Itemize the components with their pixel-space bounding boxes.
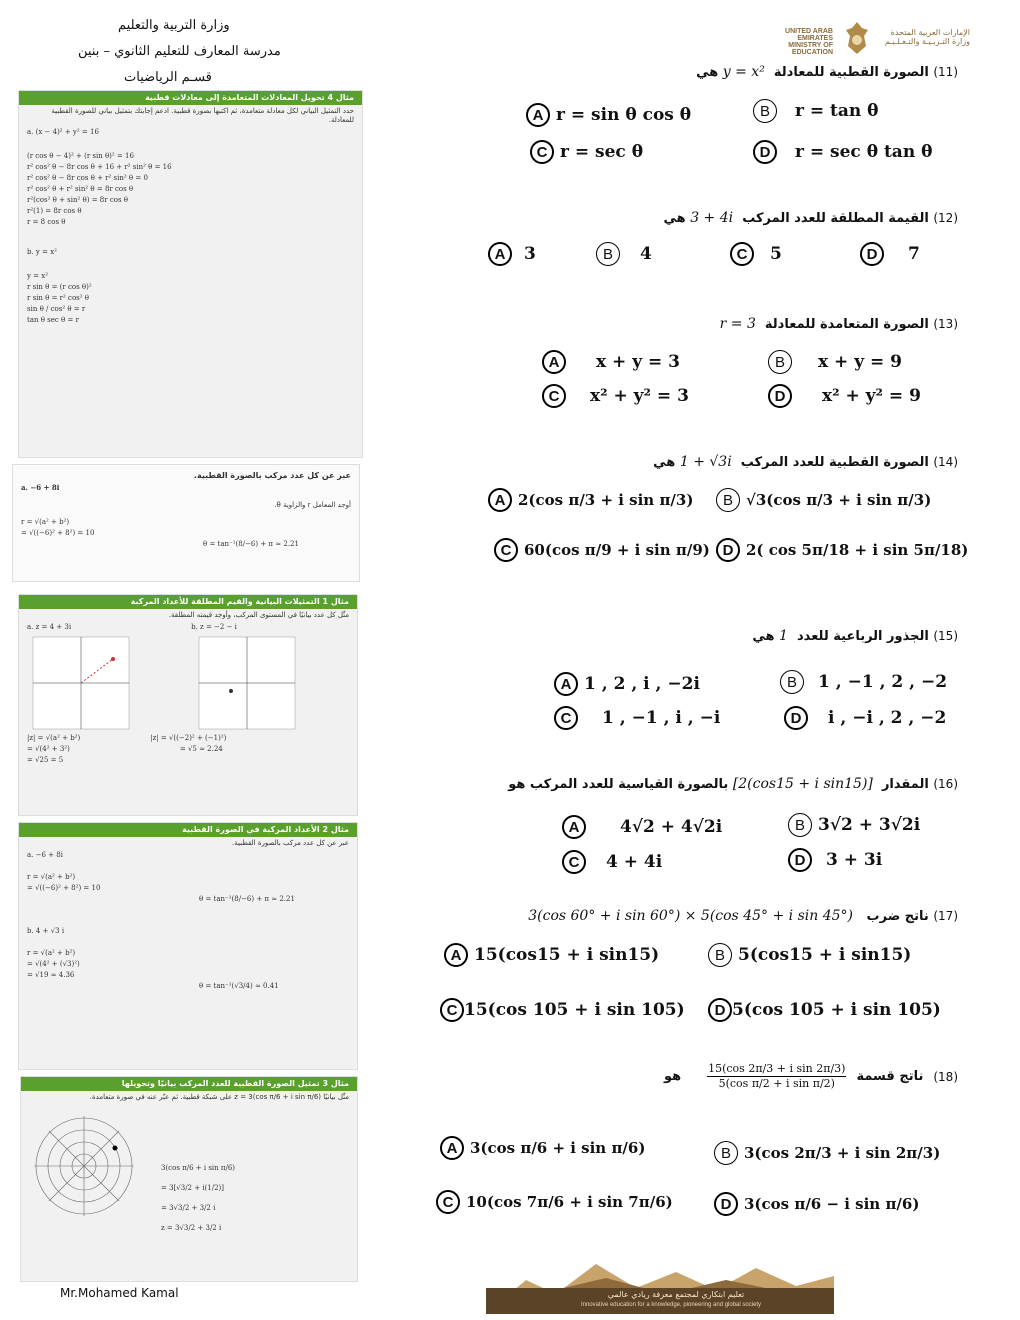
option-bubble[interactable]: B [708, 943, 732, 967]
option-text: 5(cos15 + i sin15) [738, 945, 912, 965]
logo-ar-line1: الإمارات العربية المتحدة [890, 28, 970, 37]
panel-line [19, 744, 357, 755]
option-text: r = sec θ tan θ [795, 142, 933, 162]
banner-text-en: Innovative education for a knowledge, pioneering and global society [580, 1302, 762, 1308]
panel-line: a. −6 + 8i [27, 851, 63, 859]
option-bubble[interactable]: A [526, 103, 550, 127]
question-tail: هي [696, 65, 719, 80]
option-text: 15(cos 105 + i sin 105) [464, 1000, 685, 1020]
q12-option-b[interactable] [596, 242, 652, 266]
question-11-stem [696, 64, 958, 80]
panel-line: tan θ sec θ = r [27, 316, 79, 324]
option-bubble[interactable]: A [488, 488, 512, 512]
panel-line: b. y = x² [27, 248, 57, 256]
option-text: 3 + 3i [826, 850, 883, 870]
option-bubble[interactable]: B [714, 1141, 738, 1165]
panel-line: عبر عن كل عدد مركب بالصورة القطبية. [232, 839, 349, 847]
option-bubble[interactable]: B [753, 99, 777, 123]
option-bubble[interactable]: B [768, 350, 792, 374]
panel-line: (r cos θ − 4)² + (r sin θ)² = 16 [27, 152, 134, 160]
option-bubble[interactable]: D [716, 538, 740, 562]
question-number: (18) [933, 1069, 958, 1084]
question-math: 3(cos 60° + i sin 60°) × 5(cos 45° + i sin 45°) [528, 908, 853, 924]
option-bubble[interactable]: A [562, 815, 586, 839]
emblem-icon [842, 20, 872, 58]
q14-option-c[interactable] [494, 538, 710, 562]
q13-option-c[interactable] [542, 384, 689, 408]
panel-title: مثال 1 التمثيلات البيانية والقيم المطلقة للأعداد المركبة [19, 595, 357, 609]
option-bubble[interactable]: C [440, 998, 464, 1022]
option-text: 1 , −1 , 2 , −2 [818, 672, 948, 692]
option-text: r = sec θ [560, 142, 644, 162]
q15-option-c[interactable] [554, 706, 720, 730]
panel-line: = √(4² + (√3)²) [27, 960, 80, 968]
q17-option-a[interactable] [444, 943, 659, 967]
option-bubble[interactable]: B [716, 488, 740, 512]
q17-option-d[interactable] [708, 998, 941, 1022]
panel-line: sin θ / cos² θ = r [27, 305, 86, 313]
fraction-numerator: 15(cos 2π/3 + i sin 2π/3) [708, 1062, 846, 1075]
panel-line: r²(cos² θ + sin² θ) = 8r cos θ [27, 196, 128, 204]
panel-line: = √(4² + 3²) [27, 745, 70, 753]
department-name: قسـم الرياضيات [124, 70, 212, 85]
option-text: x + y = 9 [818, 352, 903, 372]
option-bubble[interactable]: B [596, 242, 620, 266]
question-number: (14) [933, 455, 958, 469]
panel-line: = √((−6)² + 8²) = 10 [27, 884, 101, 892]
question-tail: هي [653, 455, 676, 470]
uae-logo [758, 20, 970, 60]
panel-line: b. 4 + √3 i [27, 927, 65, 935]
option-bubble[interactable]: D [784, 706, 808, 730]
panel-title: مثال 3 تمثيل الصورة القطبية للعدد المركب بيانيًا وتحويلها [21, 1077, 357, 1091]
question-text: الجذور الرباعية للعدد [797, 629, 929, 644]
panel-line [19, 622, 357, 633]
question-math: 1 + √3i [679, 454, 732, 470]
panel-line [19, 733, 357, 744]
complex-plane-graph [19, 633, 358, 733]
option-text: 5 [770, 244, 782, 264]
q18-option-d[interactable] [714, 1192, 919, 1216]
option-bubble[interactable]: C [730, 242, 754, 266]
option-text: 7 [908, 244, 920, 264]
question-text: المقدار [881, 777, 929, 792]
question-number: (16) [933, 777, 958, 791]
option-bubble[interactable]: D [860, 242, 884, 266]
panel-line: أوجد المعامل r والزاوية θ. [274, 501, 351, 509]
option-text: i , −i , 2 , −2 [828, 708, 947, 728]
option-bubble[interactable]: B [780, 670, 804, 694]
question-14-stem [653, 454, 958, 470]
question-tail: بالصورة القياسية للعدد المركب هو [508, 777, 729, 792]
question-text: القيمة المطلقة للعدد المركب [742, 211, 929, 226]
option-text: x² + y² = 3 [590, 386, 689, 406]
q14-option-b[interactable] [716, 488, 931, 512]
logo-ar-line2: وزارة التـربـيـة والتـعـلـيـم [884, 37, 970, 46]
question-tail: هي [752, 629, 775, 644]
panel-title: مثال 4 تحويل المعادلات المتعامدة إلى معادلات قطبية [19, 91, 362, 105]
panel-line: مثّل كل عدد بيانيًا في المستوى المركب، وأوجد قيمته المطلقة. [168, 611, 349, 619]
question-text: الصورة المتعامدة للمعادلة [764, 317, 929, 332]
option-bubble[interactable]: B [788, 813, 812, 837]
author-signature: Mr.Mohamed Kamal [60, 1286, 179, 1300]
q12-option-d[interactable] [860, 242, 920, 266]
option-bubble[interactable]: C [436, 1190, 460, 1214]
panel-line: z = 3√3/2 + 3/2 i [161, 1224, 222, 1232]
q16-option-b[interactable] [788, 813, 920, 837]
q18-option-b[interactable] [714, 1141, 940, 1165]
panel-line: y = x² [27, 272, 49, 280]
panel-line: r² cos² θ − 8r cos θ + r² sin² θ = 0 [27, 174, 148, 182]
ministry-name: وزارة التربية والتعليم [118, 18, 230, 33]
example-panel-absolute-value [18, 594, 358, 816]
question-fraction [707, 1062, 846, 1091]
panel-title: مثال 2 الأعداد المركبة في الصورة القطبية [19, 823, 357, 837]
panel-line: |z| = √((−2)² + (−1)²) [150, 734, 227, 742]
panel-line: b. z = −2 − i [191, 623, 237, 631]
option-bubble[interactable]: A [554, 672, 578, 696]
panel-title: عبر عن كل عدد مركب بالصورة القطبية. [193, 471, 351, 480]
option-text: 4√2 + 4√2i [620, 817, 723, 837]
panel-line: r² cos² θ + r² sin² θ = 8r cos θ [27, 185, 134, 193]
q13-option-b[interactable] [768, 350, 902, 374]
panel-line: r²(1) = 8r cos θ [27, 207, 82, 215]
option-bubble[interactable]: D [714, 1192, 738, 1216]
option-bubble[interactable]: C [542, 384, 566, 408]
option-bubble[interactable]: D [708, 998, 732, 1022]
example-panel-complex-polar [18, 822, 358, 1070]
q18-option-c[interactable] [436, 1190, 673, 1214]
option-text: √3(cos π/3 + i sin π/3) [746, 491, 932, 509]
question-16-stem [508, 776, 958, 792]
panel-line: = 3[√3/2 + i(1/2)] [161, 1184, 225, 1192]
question-text: ناتج ضرب [866, 909, 929, 924]
option-bubble[interactable]: A [440, 1136, 464, 1160]
question-number: (15) [933, 629, 958, 643]
option-text: 4 + 4i [606, 852, 663, 872]
q13-option-d[interactable] [768, 384, 921, 408]
option-text: 2( cos 5π/18 + i sin 5π/18) [746, 541, 969, 559]
question-math: 1 [779, 628, 788, 644]
q11-option-d[interactable] [753, 140, 932, 164]
school-name: مدرسة المعارف للتعليم الثانوي – بنين [78, 44, 281, 59]
option-bubble[interactable]: C [530, 140, 554, 164]
q11-option-c[interactable] [530, 140, 643, 164]
question-text: الصورة القطبية للمعادلة [773, 65, 929, 80]
q13-option-a[interactable] [542, 350, 680, 374]
option-text: 3(cos π/6 − i sin π/6) [744, 1195, 920, 1213]
q11-option-a[interactable] [526, 103, 691, 127]
q16-option-d[interactable] [788, 848, 882, 872]
option-text: r = sin θ cos θ [556, 105, 692, 125]
option-text: 60(cos π/9 + i sin π/9) [524, 541, 710, 559]
question-17-stem [528, 908, 958, 924]
panel-line: r = √(a² + b²) [27, 949, 76, 957]
q11-option-b[interactable] [753, 99, 879, 123]
panel-line: r sin θ = r² cos² θ [27, 294, 90, 302]
option-text: r = tan θ [795, 101, 879, 121]
q18-option-a[interactable] [440, 1136, 645, 1160]
question-math: r = 3 [719, 316, 756, 332]
option-bubble[interactable]: A [542, 350, 566, 374]
option-text: 5(cos 105 + i sin 105) [732, 1000, 941, 1020]
option-bubble[interactable]: A [488, 242, 512, 266]
banner-text-ar: تعليم ابتكاري لمجتمع معرفة ريادي عالمي [607, 1290, 745, 1299]
option-bubble[interactable]: D [768, 384, 792, 408]
option-bubble[interactable]: D [753, 140, 777, 164]
question-number: (12) [933, 211, 958, 225]
panel-line: = √19 ≈ 4.36 [27, 971, 75, 979]
question-number: (11) [933, 65, 958, 79]
question-math: [2(cos15 + i sin15)] [732, 776, 873, 792]
panel-line: = 3√3/2 + 3/2 i [161, 1204, 216, 1212]
panel-line: θ = tan⁻¹(8/−6) + π ≈ 2.21 [203, 540, 299, 548]
question-math: y = x² [722, 64, 765, 80]
question-15-stem [752, 628, 958, 644]
panel-line: r = √(a² + b²) [27, 873, 76, 881]
q15-option-a[interactable] [554, 672, 700, 696]
question-text: الصورة القطبية للعدد المركب [740, 455, 929, 470]
option-text: 3 [524, 244, 536, 264]
panel-line: a. −6 + 8i [21, 483, 60, 492]
logo-en-line2: MINISTRY OF EDUCATION [788, 42, 833, 56]
question-number: (17) [933, 909, 958, 923]
option-text: 15(cos15 + i sin15) [474, 945, 660, 965]
q15-option-b[interactable] [780, 670, 947, 694]
q16-option-a[interactable] [562, 815, 722, 839]
panel-line: = √25 = 5 [27, 756, 64, 764]
q12-option-c[interactable] [730, 242, 782, 266]
panel-line: حدد التمثيل البياني لكل معادلة متعامدة، ثم اكتبها بصورة قطبية. ادعم إجابتك بتمثيل بياني للصورة القطبية للمعادلة. [51, 107, 354, 124]
option-bubble[interactable]: C [554, 706, 578, 730]
option-text: 1 , −1 , i , −i [602, 708, 721, 728]
q14-option-d[interactable] [716, 538, 968, 562]
option-bubble[interactable]: A [444, 943, 468, 967]
panel-line: θ = tan⁻¹(√3/4) ≈ 0.41 [199, 982, 279, 990]
panel-line: a. (x − 4)² + y² = 16 [27, 128, 99, 136]
option-text: 2(cos π/3 + i sin π/3) [518, 491, 694, 509]
panel-line: a. z = 4 + 3i [27, 623, 72, 631]
option-text: 3(cos π/6 + i sin π/6) [470, 1139, 646, 1157]
option-text: x + y = 3 [596, 352, 681, 372]
option-text: 10(cos 7π/6 + i sin 7π/6) [466, 1193, 673, 1211]
panel-line: = √5 ≈ 2.24 [179, 745, 223, 753]
panel-line: مثّل بيانيًا z = 3(cos π/6 + i sin π/6) على شبكة قطبية. ثم عبّر عنه في صورة متعامدة. [89, 1093, 349, 1101]
option-bubble[interactable]: C [562, 850, 586, 874]
polar-grid-graph [29, 1111, 139, 1221]
question-text: ناتج قسمة [856, 1069, 924, 1084]
question-tail: هي [663, 211, 686, 226]
panel-line: r = 8 cos θ [27, 218, 66, 226]
option-text: 3(cos 2π/3 + i sin 2π/3) [744, 1144, 941, 1162]
panel-line: = √((−6)² + 8²) = 10 [21, 529, 95, 537]
option-text: x² + y² = 9 [822, 386, 921, 406]
panel-line: θ = tan⁻¹(8/−6) + π ≈ 2.21 [199, 895, 295, 903]
option-bubble[interactable]: C [494, 538, 518, 562]
question-18-stem [664, 1062, 958, 1091]
panel-line: r sin θ = (r cos θ)² [27, 283, 92, 291]
option-text: 1 , 2 , i , −2i [584, 674, 700, 694]
option-bubble[interactable]: D [788, 848, 812, 872]
fraction-denominator: 5(cos π/2 + i sin π/2) [718, 1077, 835, 1090]
example-panel-polar-form [12, 464, 360, 582]
q17-option-c[interactable] [440, 998, 685, 1022]
question-tail: هو [663, 1069, 682, 1084]
q15-option-d[interactable] [784, 706, 946, 730]
q16-option-c[interactable] [562, 850, 662, 874]
question-12-stem [664, 210, 959, 226]
example-panel-polar-graph [20, 1076, 358, 1282]
footer-banner [486, 1258, 834, 1314]
panel-line: r = √(a² + b²) [21, 518, 70, 526]
panel-line: r² cos² θ − 8r cos θ + 16 + r² sin² θ = 16 [27, 163, 172, 171]
option-text: 4 [640, 244, 652, 264]
question-number: (13) [933, 317, 958, 331]
panel-line: |z| = √(a² + b²) [27, 734, 81, 742]
option-text: 3√2 + 3√2i [818, 815, 921, 835]
q12-option-a[interactable] [488, 242, 536, 266]
q14-option-a[interactable] [488, 488, 693, 512]
example-panel-polar-equations [18, 90, 363, 458]
logo-en-line1: UNITED ARAB EMIRATES [785, 28, 833, 42]
panel-line: 3(cos π/6 + i sin π/6) [161, 1164, 236, 1172]
question-13-stem [720, 316, 958, 332]
q17-option-b[interactable] [708, 943, 911, 967]
question-math: 3 + 4i [690, 210, 734, 226]
